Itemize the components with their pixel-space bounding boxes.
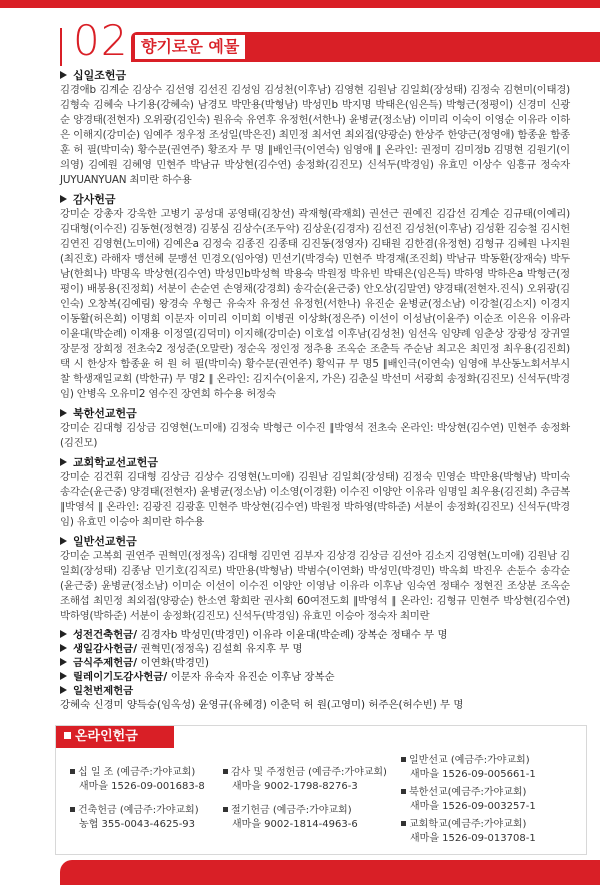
square-bullet-icon	[223, 769, 228, 774]
square-bullet-icon	[70, 769, 75, 774]
section-number: 02	[73, 16, 129, 65]
misc-row: 성전건축헌금/ 김경자b 박성민(박경민) 이유라 이윤대(박순례) 장복순 정태수 무 명	[60, 628, 570, 642]
section-names: 김경애b 김계순 김상수 김선영 김선진 김성임 김성천(이후남) 김영현 김원남 김일희(장성태) 김정숙 김현미(이태경) 김형숙 김혜숙 나기용(강혜숙) 남경모 박만용(박형남) 박성민b 박지명 박태은(임은득) 박형근(정평이) 신경미 신광순 양경태(전현자) 오위광(김인숙) 원유숙 유연후 유정헌(서한나) 윤병균(정소남) 이미리 이숙이 이영순 이유라 이하은 이해지(강미순) 임예주 정우정 조성일(박은진) 최민정 최서연 최외접(양광순) 한상주 한양근(정영애) 함종윤 함종훈 허 필(박미숙) 황수문(권연주) 황조자 무 명 ∥배인극(이연숙) 임영애 ∥ 온라인: 권정미 김미정b 김명현 김원기(이의영) 김예원 김혜영 민현주 박남규 박상현(김수연) 송정화(김진모) 신석두(박경임) 유효민 이상수 임흥규 정숙자 JUYUANYUAN 최미란 하수용	[60, 84, 570, 186]
section-school-mission	[60, 455, 570, 530]
section-title: 교회학교선교헌금	[60, 455, 570, 470]
account-tithe: 십 일 조 (예금주:가야교회) 새마을 1526-09-001683-8	[70, 766, 205, 794]
bottom-red-bar	[60, 860, 600, 885]
account-school: 교회학교(예금주:가야교회) 새마을 1526-09-013708-1	[401, 818, 536, 846]
misc-row: 릴레이기도감사헌금/ 이문자 유숙자 유진순 이후남 장복순	[60, 670, 570, 684]
triangle-bullet-icon	[60, 672, 67, 680]
section-tithe	[60, 68, 570, 188]
account-general-mission: 일반선교 (예금주:가야교회) 새마을 1526-09-005661-1	[401, 754, 536, 782]
triangle-bullet-icon	[60, 458, 67, 466]
section-names: 강미순 김건휘 김대형 김상금 김상수 김영현(노미애) 김원남 김일희(장성태) 김정숙 민영순 박만용(박형남) 박미숙 송각순(윤근중) 양경태(전현자) 윤병균(정소남) 이소영(이경환) 이수진 이양안 이유라 임명일 최우용(김진희) 추금복 ∥박영석 ∥ 온라인: 김광진 김광훈 민현주 박상현(김수연) 박원정 박하영(박하준) 서분이 송정화(김진모) 신석두(박경임) 유효민 이승아 최미란 하수용	[60, 471, 570, 528]
square-bullet-icon	[401, 789, 406, 794]
square-bullet-icon	[64, 732, 71, 739]
triangle-bullet-icon	[60, 409, 67, 417]
triangle-bullet-icon	[60, 537, 67, 545]
page-title: 향기로운 예물	[135, 35, 245, 59]
account-thanks: 감사 및 주정헌금 (예금주:가야교회) 새마을 9002-1798-8276-3	[223, 766, 387, 794]
section-names: 강미순 강총자 강욱한 고병기 공성대 공영태(김창선) 곽재형(곽재희) 권선근 권예진 김갑선 김계순 김규태(이예리) 김대형(이수진) 김동현(정현경) 김봉심 김상수(조두악) 김상운(김경자) 김선진 김성천(이후남) 김성환 김승철 김시헌 김연진 김영현(노미애) 김예은a 김정숙 김종진 김종태 김진동(정영자) 김태원 김한겸(유정현) 김형규 김혜원 나지원(최진호) 라해자 맹선혜 문맹선 민경오(임아영) 민선기(박경숙) 민현주 박경재(조진희) 박남규 박동환(장재숙) 박두남(한희나) 박명옥 박상현(김수연) 박성민b박성혁 박용숙 박원정 박유빈 박태은(임은득) 박하영 박하은a 박형근(정평이) 배봉용(진정희) 서분이 손순연 손영채(강경희) 송각순(윤근중) 안오상(김말연) 양경태(전현자.진식) 오위광(김인숙) 오창복(김예림) 왕경숙 우형근 유숙자 유정선 유정헌(서한나) 유진순 윤병균(정소남) 이강철(김소지) 이경지 이동활(허은희) 이명희 이문자 이미리 이미희 이병권 이상화(정은주) 이선이 이성남(이윤주) 이순조 이은유 이유라 이윤대(박순례) 이재용 이정열(김덕미) 이지해(강미순) 이호섭 이후남(김성천) 임선옥 임양례 임춘상 장광성 장귀열 장문정 장희정 전초숙2 정성준(오말란) 정순옥 정인정 정추용 조옥순 조춘득 주순남 최고은 최민정 최우용(김진희) 택 시 한상자 함종윤 허 원 허 필(박미숙) 황수문(권연주) 황익규 무 명5 ∥배인극(이연숙) 임영애 부산동노회서부시찰 학생재일교회 (박한규) 무 명2 ∥ 온라인: 김지수(이윤지, 가은) 김춘실 박선미 서광희 송정화(김진모) 신석두(박경임) 안병옥 오유미2 염수진 장연희 하수용 허정숙	[60, 208, 570, 400]
account-north-korea: 북한선교(예금주:가야교회) 새마을 1526-09-003257-1	[401, 786, 536, 814]
account-season: 절기헌금 (예금주:가야교회) 새마을 9002-1814-4963-6	[223, 804, 358, 832]
triangle-bullet-icon	[60, 686, 67, 694]
misc-row: 일천번제헌금	[60, 684, 570, 698]
section-title: 십일조헌금	[60, 68, 570, 83]
online-offering-box	[55, 725, 587, 855]
offering-list	[60, 68, 570, 712]
section-thanks	[60, 192, 570, 402]
square-bullet-icon	[223, 807, 228, 812]
misc-offerings	[60, 628, 570, 712]
square-bullet-icon	[401, 821, 406, 826]
header-title-band	[131, 32, 600, 62]
triangle-bullet-icon	[60, 658, 67, 666]
section-names: 강미순 김대형 김상금 김영현(노미애) 김정숙 박형근 이수진 ∥박영석 전초숙 온라인: 박상현(김수연) 민현주 송정화(김진모)	[60, 422, 570, 449]
square-bullet-icon	[401, 757, 406, 762]
triangle-bullet-icon	[60, 630, 67, 638]
account-building: 건축헌금 (예금주:가야교회) 농협 355-0043-4625-93	[70, 804, 199, 832]
misc-row: 금식주제헌금/ 이연화(박경민)	[60, 656, 570, 670]
section-title: 감사헌금	[60, 192, 570, 207]
section-general-mission	[60, 534, 570, 624]
header-divider	[60, 28, 62, 66]
section-north-korea-mission	[60, 406, 570, 451]
page-header	[0, 14, 600, 70]
misc-tail-names: 강혜숙 신경미 양득승(임옥성) 윤영규(유혜경) 이춘덕 허 원(고영미) 허주은(허수빈) 무 명	[60, 699, 464, 711]
square-bullet-icon	[70, 807, 75, 812]
section-title: 북한선교헌금	[60, 406, 570, 421]
online-heading: 온라인헌금	[56, 726, 174, 748]
misc-row: 생일감사헌금/ 권혁민(정정옥) 김설희 유지후 무 명	[60, 642, 570, 656]
top-red-bar	[0, 0, 600, 8]
triangle-bullet-icon	[60, 644, 67, 652]
section-title: 일반선교헌금	[60, 534, 570, 549]
triangle-bullet-icon	[60, 71, 67, 79]
section-names: 강미순 고복희 권연주 권혁민(정정옥) 김대형 김민연 김부자 김상경 김상금 김선아 김소지 김영현(노미애) 김원남 김일희(장성태) 김종남 민기호(김직로) 박만용(박형남) 박범수(이연화) 박성민(박경민) 박옥희 박진우 손둔수 송각순(윤근중) 윤병균(정소남) 이미순 이선이 이수진 이양안 이영남 이유라 이후남 임숙연 정태수 정현진 조상분 조옥순 조해섭 최민정 최외접(양광순) 한소연 황희란 권사회 60여전도회 ∥박영석 ∥ 온라인: 김형규 민현주 박상현(김수연) 박하영(박하준) 서분이 송정화(김진모) 신석두(박경임) 유효민 이승아 정숙자 최미란	[60, 550, 570, 622]
triangle-bullet-icon	[60, 195, 67, 203]
